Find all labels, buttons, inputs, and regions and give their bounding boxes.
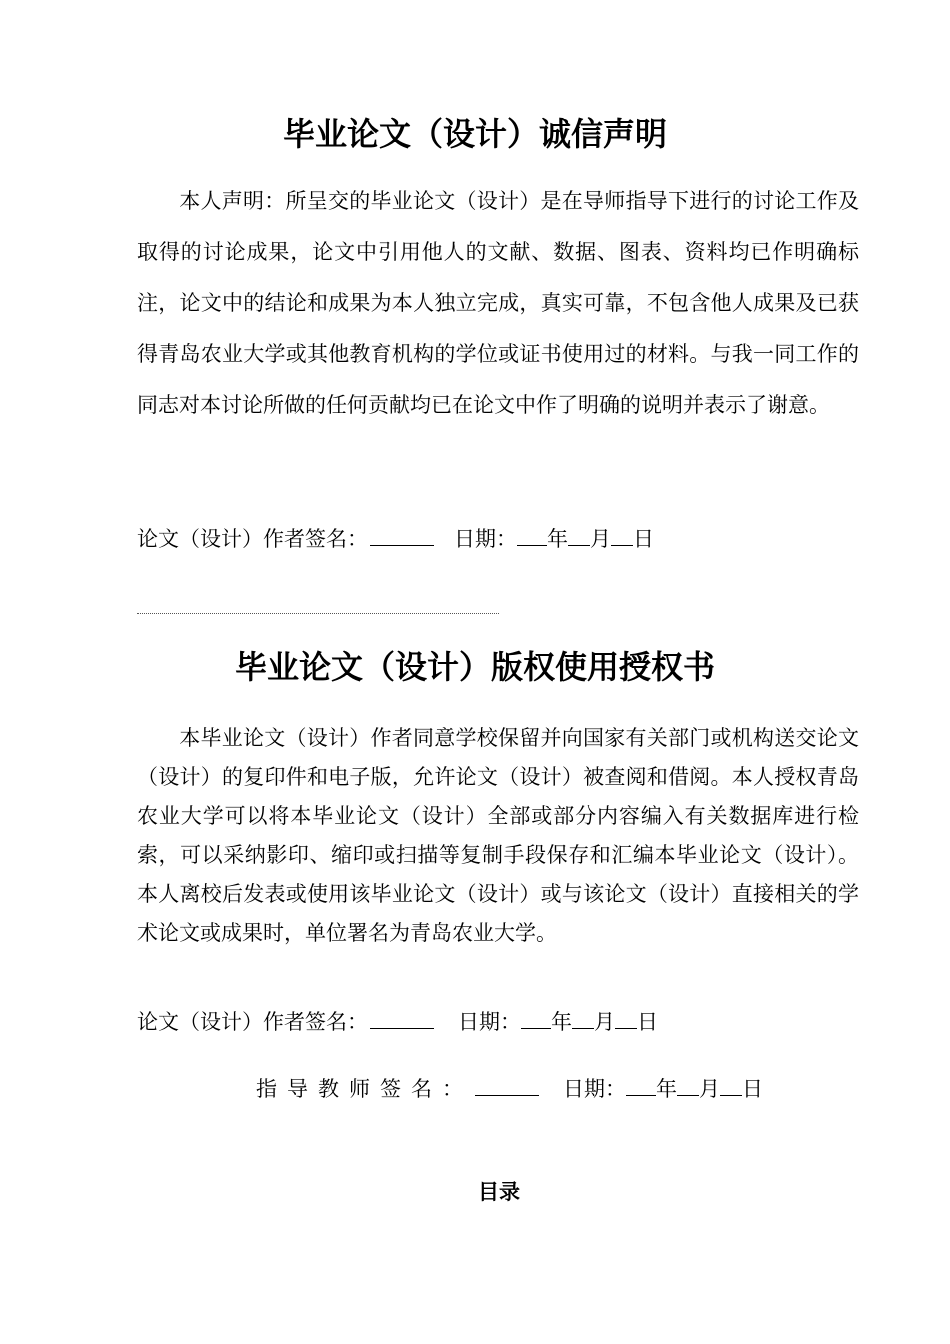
month-blank[interactable] bbox=[572, 1008, 594, 1029]
day-label: 日 bbox=[742, 1077, 763, 1101]
month-blank[interactable] bbox=[568, 525, 590, 546]
author-signature-blank[interactable] bbox=[370, 525, 434, 546]
advisor-signature-label: 指导教师签名： bbox=[256, 1077, 473, 1101]
authorization-title: 毕业论文（设计）版权使用授权书 bbox=[234, 648, 715, 686]
section-divider bbox=[137, 613, 499, 614]
declaration-title: 毕业论文（设计）诚信声明 bbox=[282, 115, 667, 153]
date-label: 日期： bbox=[458, 1010, 521, 1034]
author-signature-label: 论文（设计）作者签名： bbox=[137, 527, 368, 551]
authorization-body bbox=[137, 719, 859, 953]
year-blank[interactable] bbox=[521, 1008, 551, 1029]
author-signature-blank[interactable] bbox=[370, 1008, 434, 1029]
day-blank[interactable] bbox=[720, 1075, 742, 1096]
year-label: 年 bbox=[656, 1077, 677, 1101]
year-label: 年 bbox=[547, 527, 568, 551]
author-signature-label: 论文（设计）作者签名： bbox=[137, 1010, 368, 1034]
year-blank[interactable] bbox=[517, 525, 547, 546]
month-label: 月 bbox=[699, 1077, 720, 1101]
year-blank[interactable] bbox=[626, 1075, 656, 1096]
toc-heading: 目录 bbox=[478, 1179, 520, 1204]
declaration-body-text: 本人声明：所呈交的毕业论文（设计）是在导师指导下进行的讨论工作及取得的讨论成果，论文中引用他人的文献、数据、图表、资料均已作明确标注，论文中的结论和成果为本人独立完成，真实可靠，不包含他人成果及已获得青岛农业大学或其他教育机构的学位或证书使用过的材料。与我一同工作的同志对本讨论所做的任何贡献均已在论文中作了明确的说明并表示了谢意。 bbox=[137, 189, 859, 417]
date-label: 日期： bbox=[454, 527, 517, 551]
day-label: 日 bbox=[637, 1010, 658, 1034]
authorization-advisor-signature-line bbox=[256, 1074, 763, 1104]
authorization-body-text: 本毕业论文（设计）作者同意学校保留并向国家有关部门或机构送交论文（设计）的复印件和电子版，允许论文（设计）被查阅和借阅。本人授权青岛农业大学可以将本毕业论文（设计）全部或部分内容编入有关数据库进行检索，可以采纳影印、缩印或扫描等复制手段保存和汇编本毕业论文（设计）。本人离校后发表或使用该毕业论文（设计）或与该论文（设计）直接相关的学术论文或成果时，单位署名为青岛农业大学。 bbox=[137, 726, 859, 945]
month-label: 月 bbox=[594, 1010, 615, 1034]
month-label: 月 bbox=[590, 527, 611, 551]
declaration-body bbox=[137, 176, 859, 431]
day-blank[interactable] bbox=[615, 1008, 637, 1029]
advisor-signature-blank[interactable] bbox=[475, 1075, 539, 1096]
authorization-author-signature-line bbox=[137, 1007, 658, 1037]
month-blank[interactable] bbox=[677, 1075, 699, 1096]
declaration-signature-line bbox=[137, 524, 654, 554]
day-blank[interactable] bbox=[611, 525, 633, 546]
year-label: 年 bbox=[551, 1010, 572, 1034]
date-label: 日期： bbox=[563, 1077, 626, 1101]
day-label: 日 bbox=[633, 527, 654, 551]
